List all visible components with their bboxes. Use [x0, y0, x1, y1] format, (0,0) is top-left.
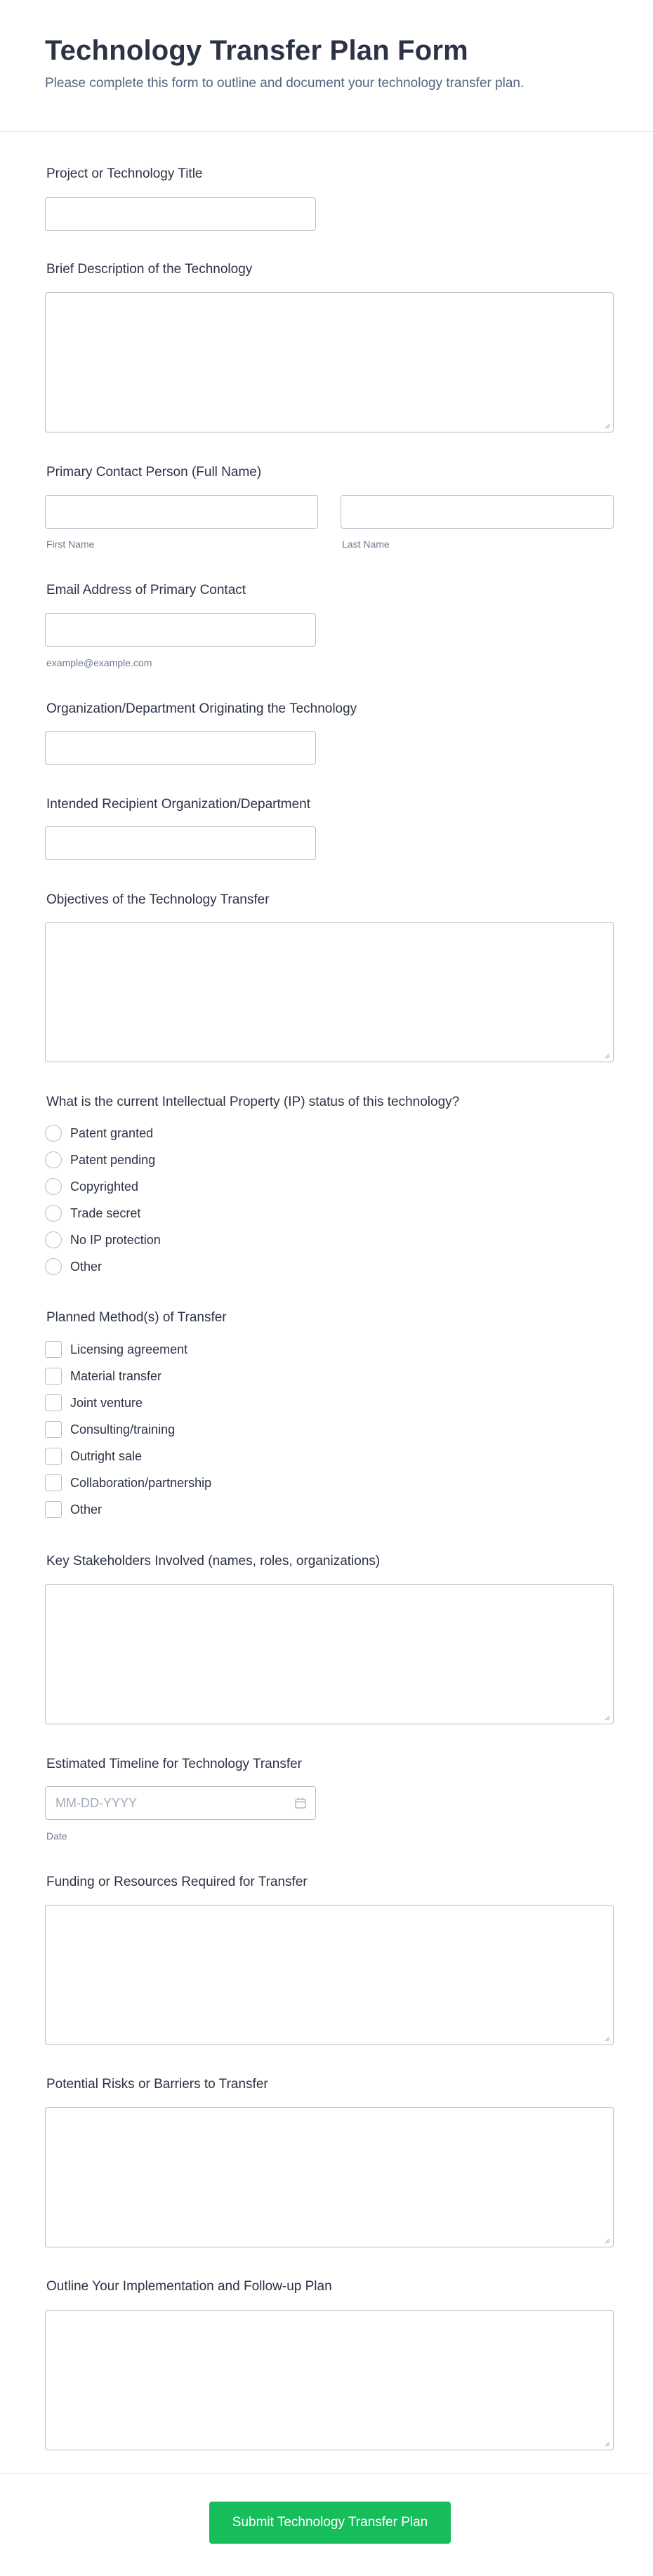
objectives-textarea[interactable]: [45, 922, 614, 1062]
ip-option-trade-secret[interactable]: [45, 1204, 140, 1222]
method-option-licensing[interactable]: [45, 1340, 187, 1359]
timeline-date-input[interactable]: [45, 1786, 316, 1820]
ip-option-patent-pending[interactable]: [45, 1151, 155, 1169]
option-label: Copyrighted: [70, 1179, 139, 1194]
option-label: Other: [70, 1502, 103, 1517]
first-name-sublabel: First Name: [46, 539, 95, 550]
method-option-outright-sale[interactable]: [45, 1447, 142, 1465]
form-subtitle: Please complete this form to outline and document your technology transfer plan.: [45, 76, 525, 91]
email-sublabel: example@example.com: [46, 657, 152, 668]
resize-grip-icon[interactable]: [604, 1052, 610, 1059]
radio-button[interactable]: [45, 1125, 62, 1142]
resize-grip-icon[interactable]: [604, 2440, 610, 2447]
contact-label: Primary Contact Person (Full Name): [46, 465, 262, 480]
project-title-label: Project or Technology Title: [46, 166, 203, 181]
checkbox[interactable]: [45, 1341, 62, 1358]
radio-button[interactable]: [45, 1258, 62, 1275]
ip-option-other[interactable]: [45, 1257, 102, 1276]
option-label: Outright sale: [70, 1448, 143, 1463]
option-label: Patent pending: [70, 1152, 156, 1167]
option-label: Joint venture: [70, 1395, 143, 1410]
origin-org-label: Organization/Department Originating the Technology: [46, 701, 357, 716]
last-name-input[interactable]: [341, 495, 614, 529]
method-option-consulting[interactable]: [45, 1420, 175, 1439]
option-label: Trade secret: [70, 1206, 141, 1220]
stakeholders-textarea[interactable]: [45, 1584, 614, 1724]
option-label: Consulting/training: [70, 1422, 176, 1436]
last-name-sublabel: Last Name: [342, 539, 390, 550]
plan-label: Outline Your Implementation and Follow-up Plan: [46, 2279, 332, 2294]
option-label: No IP protection: [70, 1232, 161, 1247]
ip-status-label: What is the current Intellectual Property (IP) status of this technology?: [46, 1095, 460, 1109]
option-label: Other: [70, 1259, 103, 1274]
objectives-label: Objectives of the Technology Transfer: [46, 892, 270, 907]
recipient-org-label: Intended Recipient Organization/Department: [46, 797, 311, 812]
first-name-input[interactable]: [45, 495, 318, 529]
checkbox[interactable]: [45, 1448, 62, 1465]
radio-button[interactable]: [45, 1231, 62, 1248]
ip-option-patent-granted[interactable]: [45, 1124, 153, 1142]
email-label: Email Address of Primary Contact: [46, 583, 246, 597]
method-option-other[interactable]: [45, 1500, 102, 1519]
funding-label: Funding or Resources Required for Transfer: [46, 1875, 308, 1889]
recipient-org-input[interactable]: [45, 826, 316, 860]
resize-grip-icon[interactable]: [604, 2238, 610, 2244]
description-label: Brief Description of the Technology: [46, 262, 253, 277]
plan-textarea[interactable]: [45, 2310, 614, 2450]
funding-textarea[interactable]: [45, 1905, 614, 2045]
email-input[interactable]: [45, 613, 316, 647]
origin-org-input[interactable]: [45, 731, 316, 765]
radio-button[interactable]: [45, 1151, 62, 1168]
description-textarea[interactable]: [45, 292, 614, 432]
methods-label: Planned Method(s) of Transfer: [46, 1310, 227, 1325]
resize-grip-icon[interactable]: [604, 2035, 610, 2042]
checkbox[interactable]: [45, 1421, 62, 1438]
ip-option-copyrighted[interactable]: [45, 1177, 138, 1196]
resize-grip-icon[interactable]: [604, 1715, 610, 1721]
radio-button[interactable]: [45, 1178, 62, 1195]
date-sublabel: Date: [46, 1830, 67, 1842]
risks-label: Potential Risks or Barriers to Transfer: [46, 2077, 268, 2092]
form-header: [0, 0, 653, 132]
form-title: Technology Transfer Plan Form: [45, 35, 468, 66]
method-option-joint-venture[interactable]: [45, 1394, 143, 1412]
resize-grip-icon[interactable]: [604, 423, 610, 429]
option-label: Patent granted: [70, 1125, 154, 1140]
option-label: Material transfer: [70, 1368, 162, 1383]
checkbox[interactable]: [45, 1501, 62, 1518]
submit-button[interactable]: Submit Technology Transfer Plan: [209, 2502, 451, 2544]
method-option-material-transfer[interactable]: [45, 1367, 161, 1385]
risks-textarea[interactable]: [45, 2107, 614, 2247]
checkbox[interactable]: [45, 1368, 62, 1385]
date-placeholder: MM-DD-YYYY: [55, 1796, 137, 1810]
checkbox[interactable]: [45, 1394, 62, 1411]
method-option-collaboration[interactable]: [45, 1474, 211, 1492]
option-label: Collaboration/partnership: [70, 1475, 212, 1490]
timeline-label: Estimated Timeline for Technology Transfer: [46, 1757, 302, 1771]
stakeholders-label: Key Stakeholders Involved (names, roles, organizations): [46, 1554, 381, 1568]
project-title-input[interactable]: [45, 197, 316, 231]
ip-option-no-ip[interactable]: [45, 1231, 161, 1249]
option-label: Licensing agreement: [70, 1342, 188, 1356]
form-footer: [0, 2473, 653, 2576]
radio-button[interactable]: [45, 1205, 62, 1222]
checkbox[interactable]: [45, 1474, 62, 1491]
calendar-icon[interactable]: [294, 1797, 307, 1809]
